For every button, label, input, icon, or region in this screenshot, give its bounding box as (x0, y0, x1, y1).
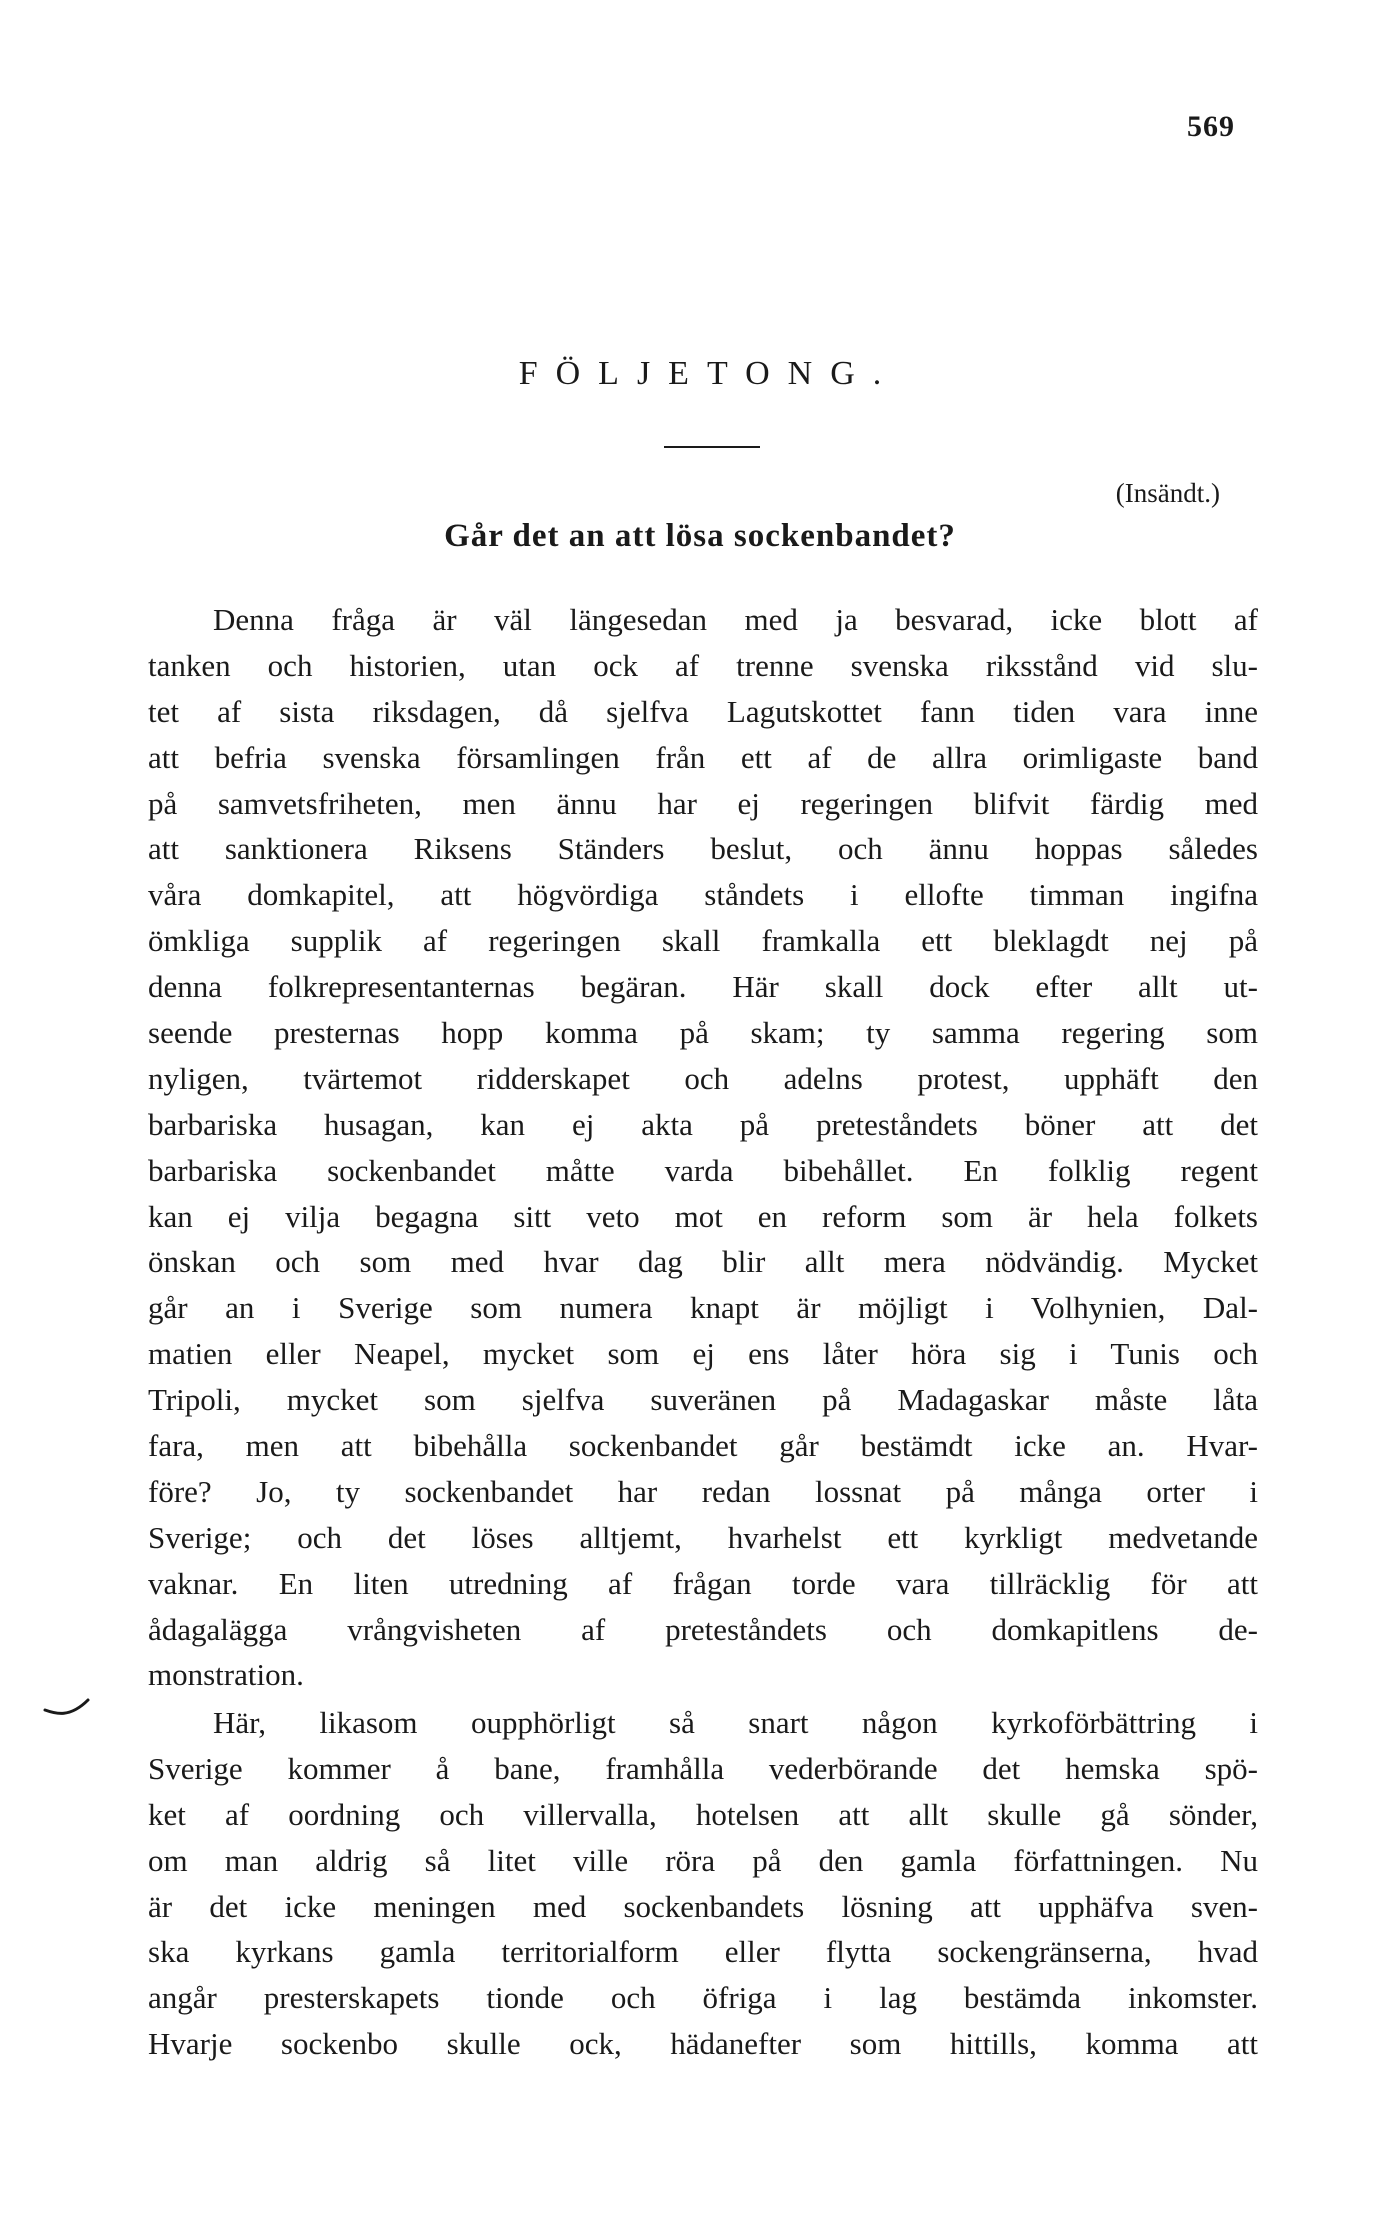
text-line: att befria svenska församlingen från ett af de allra orimligaste band (148, 739, 1258, 775)
text-line: angår presterskapets tionde och öfriga i lag bestämda inkomster. (148, 1980, 1258, 2016)
text-line: ömkliga supplik af regeringen skall framkalla ett bleklagdt nej på (148, 923, 1258, 959)
title-divider (664, 446, 760, 448)
text-line: ådagalägga vrångvisheten af preteståndets och domkapitlens de- (148, 1611, 1258, 1647)
text-line: före? Jo, ty sockenbandet har redan lossnat på många orter i (148, 1473, 1258, 1509)
text-line: om man aldrig så litet ville röra på den gamla författningen. Nu (148, 1842, 1258, 1878)
text-line: barbariska sockenbandet måtte varda bibehållet. En folklig regent (148, 1152, 1258, 1188)
text-line: Sverige; och det löses alltjemt, hvarhelst ett kyrkligt medvetande (148, 1519, 1258, 1555)
text-line: ket af oordning och villervalla, hotelsen att allt skulle gå sönder, (148, 1796, 1258, 1832)
section-title: FÖLJETONG. (518, 355, 900, 392)
text-line: går an i Sverige som numera knapt är möjligt i Volhynien, Dal- (148, 1290, 1258, 1326)
text-line: barbariska husagan, kan ej akta på preteståndets böner att det (148, 1106, 1258, 1142)
text-line: Denna fråga är väl längesedan med ja besvarad, icke blott af (213, 602, 1258, 637)
text-line: Här, likasom oupphörligt så snart någon kyrkoförbättring i (213, 1705, 1258, 1740)
article-title: Går det an att lösa sockenbandet? (444, 518, 956, 554)
text-line: fara, men att bibehålla sockenbandet går bestämdt icke an. Hvar- (148, 1428, 1258, 1464)
text-line: vaknar. En liten utredning af frågan torde vara tillräcklig för att (148, 1565, 1258, 1601)
text-line: att sanktionera Riksens Ständers beslut, och ännu hoppas således (148, 831, 1258, 867)
text-line: kan ej vilja begagna sitt veto mot en reform som är hela folkets (148, 1198, 1258, 1234)
text-line: ska kyrkans gamla territorialform eller flytta sockengränserna, hvad (148, 1934, 1258, 1970)
text-line: matien eller Neapel, mycket som ej ens låter höra sig i Tunis och (148, 1336, 1258, 1372)
text-line: önskan och som med hvar dag blir allt mera nödvändig. Mycket (148, 1244, 1258, 1280)
sender-note: (Insändt.) (1115, 478, 1220, 508)
text-line: seende presternas hopp komma på skam; ty samma regering som (148, 1015, 1258, 1051)
margin-pencil-mark (42, 1688, 92, 1728)
text-line: nyligen, tvärtemot ridderskapet och adelns protest, upphäft den (148, 1060, 1258, 1096)
paragraph (148, 1700, 1258, 2067)
text-line: på samvetsfriheten, men ännu har ej regeringen blifvit färdig med (148, 785, 1258, 821)
page-number: 569 (1187, 110, 1235, 143)
text-line: våra domkapitel, att högvördiga ståndets i ellofte timman ingifna (148, 877, 1258, 913)
text-line: är det icke meningen med sockenbandets lösning att upphäfva sven- (148, 1888, 1258, 1924)
text-line: Tripoli, mycket som sjelfva suveränen på Madagaskar måste låta (148, 1382, 1258, 1418)
text-line: monstration. (148, 1657, 304, 1693)
paragraph (148, 597, 1258, 1698)
text-line: tet af sista riksdagen, då sjelfva Lagutskottet fann tiden vara inne (148, 693, 1258, 729)
text-line: Hvarje sockenbo skulle ock, hädanefter som hittills, komma att (148, 2026, 1258, 2062)
text-line: tanken och historien, utan ock af trenne svenska riksstånd vid slu- (148, 647, 1258, 683)
text-line: Sverige kommer å bane, framhålla vederbörande det hemska spö- (148, 1750, 1258, 1786)
text-line: denna folkrepresentanternas begäran. Här skall dock efter allt ut- (148, 969, 1258, 1005)
